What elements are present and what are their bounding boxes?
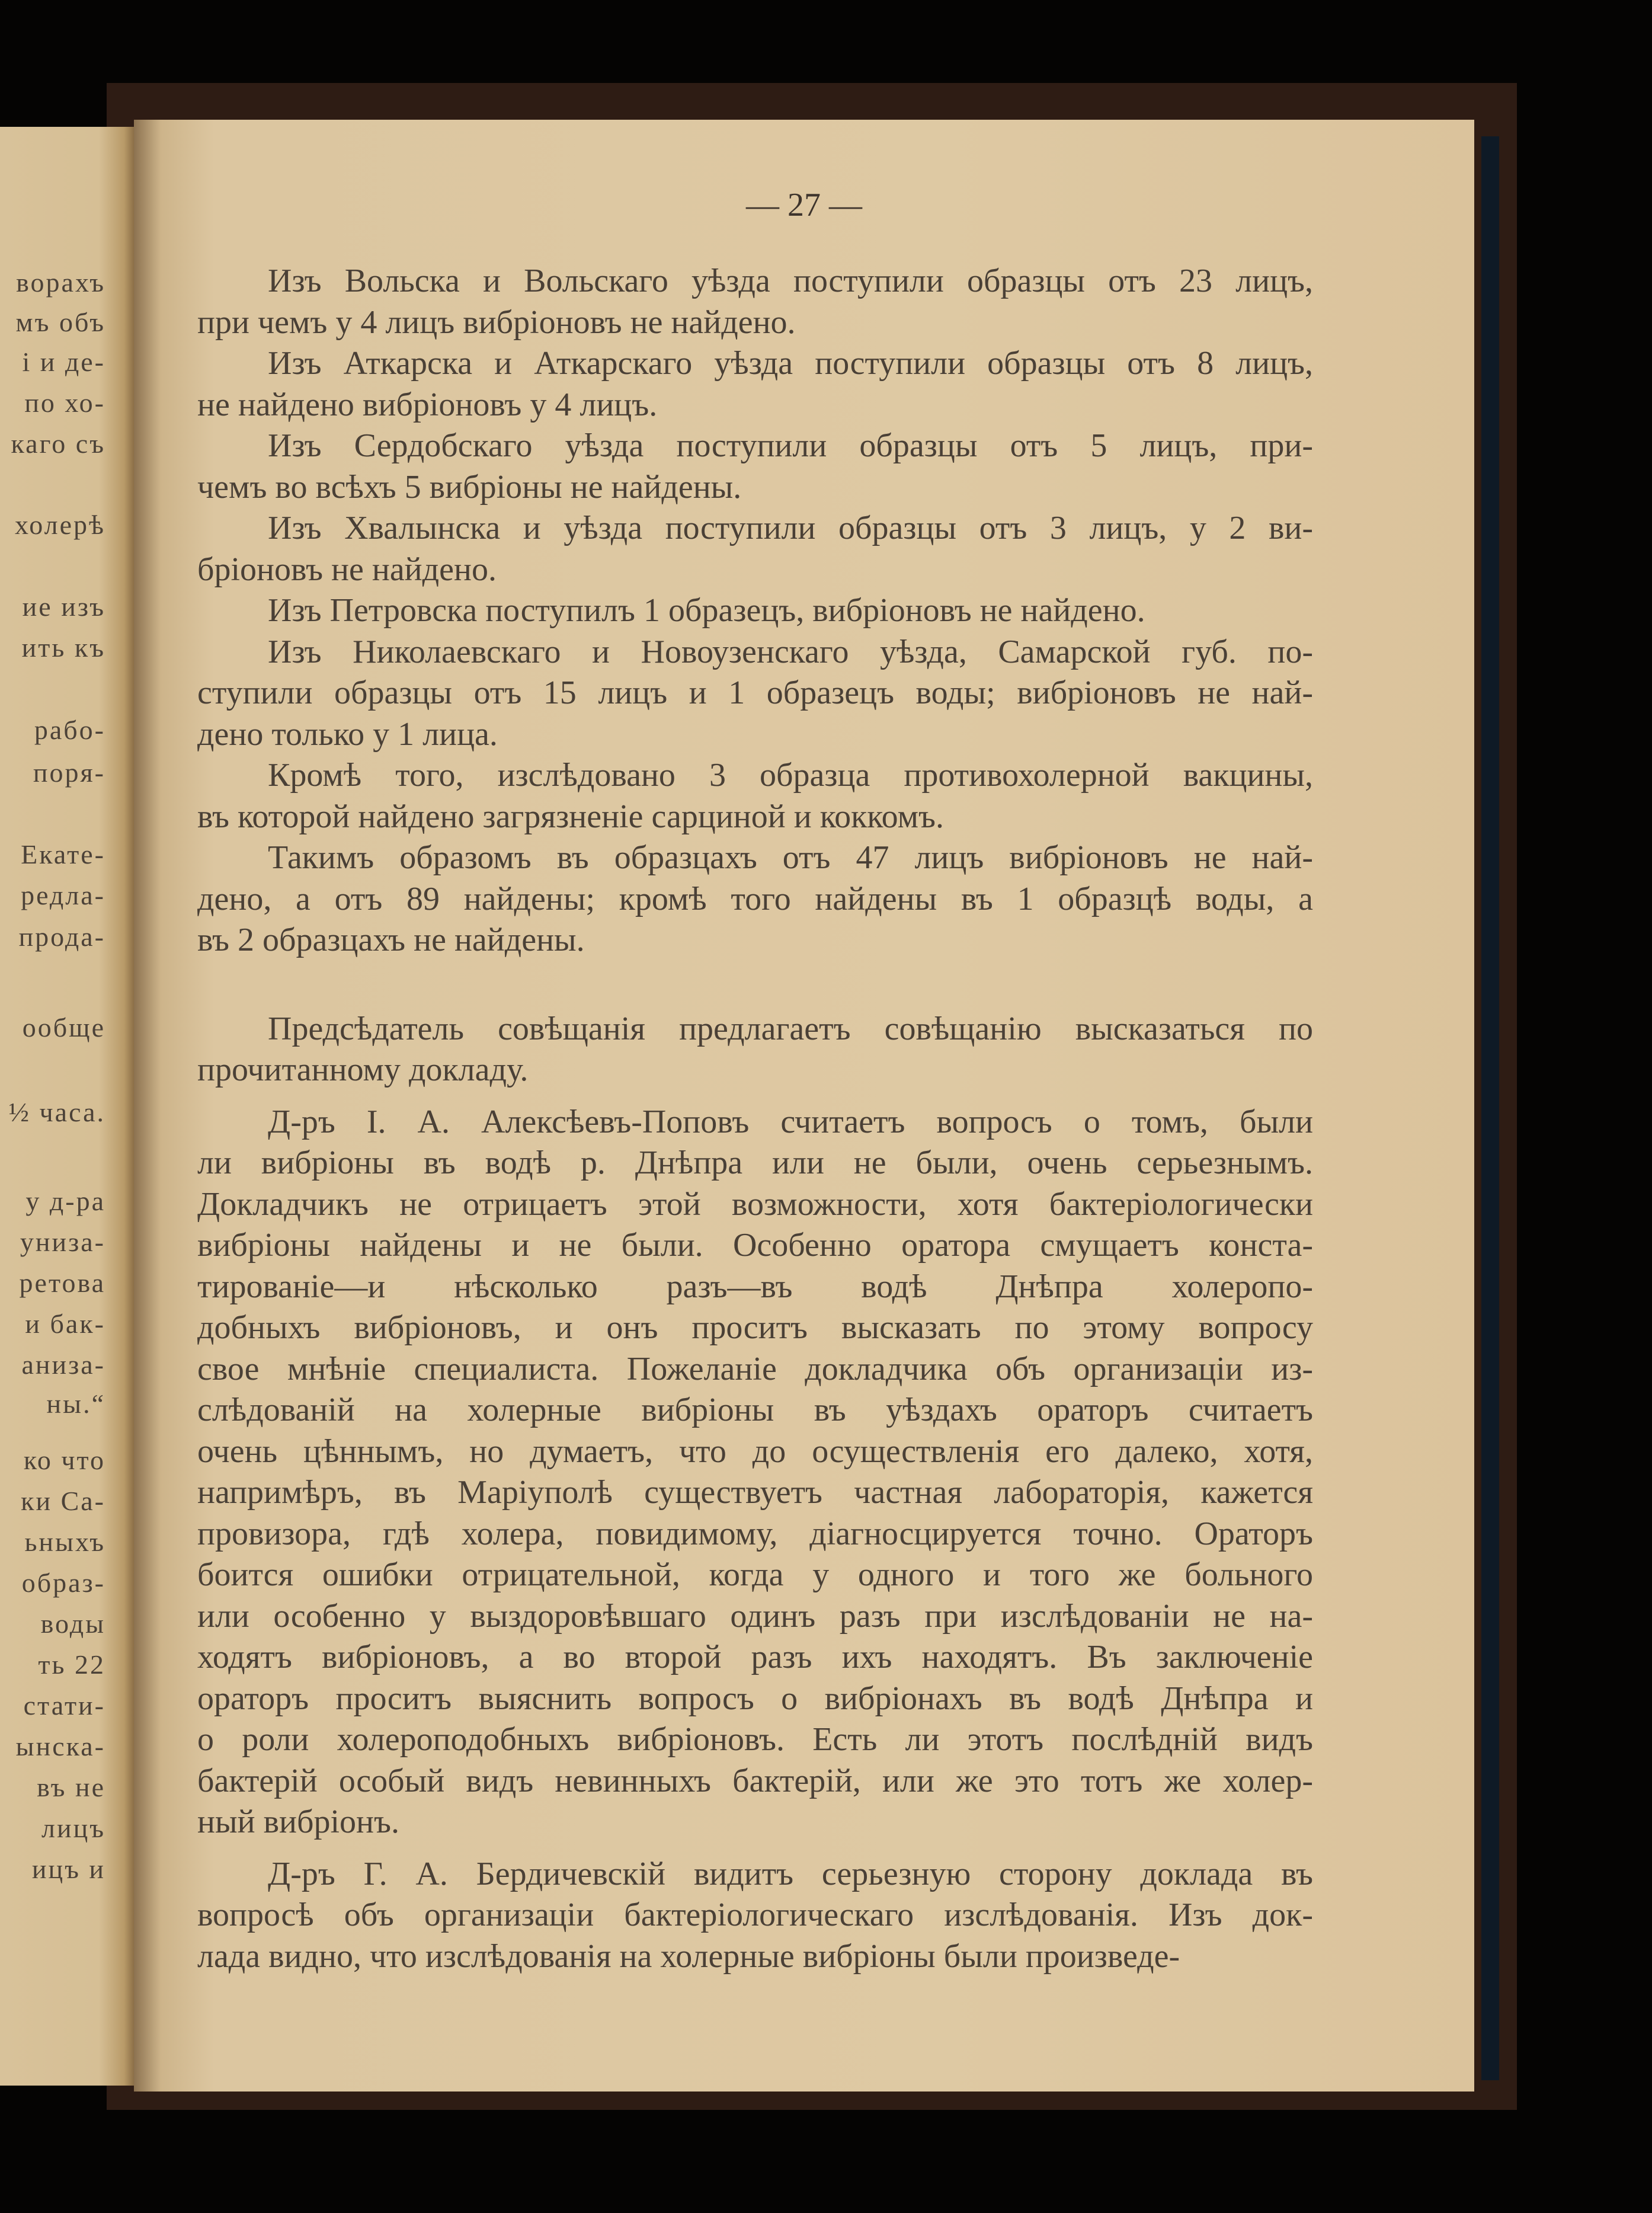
text-line: ораторъ проситъ выяснить вопросъ о вибрiонахъ въ водѣ Днѣпра и <box>197 1680 1313 1717</box>
text-line: ный вибрiонъ. <box>197 1803 399 1840</box>
text-line: ли вибрiоны въ водѣ р. Днѣпра или не были, очень серьезнымъ. <box>197 1144 1313 1181</box>
left-page-fragment <box>0 127 141 2086</box>
right-page <box>134 120 1474 2092</box>
left-page-line: аниза- <box>21 1349 105 1380</box>
left-page-line: ынска- <box>15 1731 105 1761</box>
left-page-line: ообще <box>22 1012 105 1042</box>
left-page-line: ретова <box>19 1268 105 1298</box>
paragraph <box>197 837 1313 961</box>
paragraph <box>197 1009 1313 1091</box>
text-line: при чемъ у 4 лицъ вибрiоновъ не найдено. <box>197 303 796 341</box>
text-line: бактерiй особый видъ невинныхъ бактерiй, или же это тотъ же холер- <box>197 1762 1313 1799</box>
text-line: прочитанному докладу. <box>197 1051 529 1088</box>
text-line: дено только у 1 лица. <box>197 715 498 753</box>
text-line: вибрiоны найдены и не были. Особенно оратора смущаетъ конста- <box>197 1227 1313 1264</box>
left-page-line: по хо- <box>24 388 105 418</box>
text-line: лада видно, что изслѣдованiя на холерные вибрiоны были произведе- <box>197 1937 1180 1975</box>
left-page-line: поря- <box>33 757 105 788</box>
left-page-line: редла- <box>21 880 105 910</box>
page-body-text <box>197 261 1313 1977</box>
text-line: Изъ Вольска и Вольскаго уѣзда поступили образцы отъ 23 лицъ, <box>268 263 1313 299</box>
left-page-line: ть 22 <box>38 1649 105 1680</box>
left-page-line: ие изъ <box>22 591 105 622</box>
left-page-line: воды <box>40 1608 105 1639</box>
text-line: Изъ Аткарска и Аткарскаго уѣзда поступили образцы отъ 8 лицъ, <box>268 345 1313 382</box>
left-page-line: у д-ра <box>25 1186 105 1216</box>
left-page-line: рабо- <box>34 715 105 745</box>
text-line: дено, а отъ 89 найдены; кромѣ того найдены въ 1 образцѣ воды, а <box>197 880 1313 917</box>
text-line: вопросѣ объ организацiи бактерiологическаго изслѣдованiя. Изъ док- <box>197 1897 1313 1933</box>
paragraph <box>197 261 1313 343</box>
paragraph <box>197 426 1313 508</box>
text-line: тированiе—и нѣсколько разъ—въ водѣ Днѣпра холеропо- <box>197 1268 1313 1305</box>
left-page-line: ьныхъ <box>24 1527 105 1557</box>
text-line: ступили образцы отъ 15 лицъ и 1 образецъ воды; вибрiоновъ не най- <box>197 674 1313 711</box>
left-page-line: ны.“ <box>46 1389 105 1419</box>
left-page-line: ½ часа. <box>8 1097 105 1127</box>
text-line: провизора, гдѣ холера, повидимому, дiагносцируется точно. Ораторъ <box>197 1515 1313 1552</box>
text-line: Д-ръ I. А. Алексѣевъ-Поповъ считаетъ вопросъ о томъ, были <box>268 1103 1313 1140</box>
text-line: не найдено вибрiоновъ у 4 лицъ. <box>197 386 658 423</box>
text-line: Изъ Петровска поступилъ 1 образецъ, вибрiоновъ не найдено. <box>268 592 1145 629</box>
left-page-line: ко что <box>23 1445 105 1475</box>
text-line: напримѣръ, въ Марiуполѣ существуетъ частная лабораторiя, кажется <box>197 1474 1313 1511</box>
left-page-line: образ- <box>21 1568 105 1598</box>
text-line: или особенно у выздоровѣвшаго одинъ разъ при изслѣдованiи не на- <box>197 1597 1313 1635</box>
text-line: Такимъ образомъ въ образцахъ отъ 47 лицъ вибрiоновъ не най- <box>268 839 1313 876</box>
text-line: Докладчикъ не отрицаетъ этой возможности, хотя бактерiологически <box>197 1185 1313 1223</box>
left-page-line: і и де- <box>22 347 105 377</box>
left-page-line: ки Са- <box>21 1486 105 1516</box>
text-line: очень цѣннымъ, но думаетъ, что до осуществленiя его далеко, хотя, <box>197 1432 1313 1470</box>
left-page-line: мъ объ <box>15 307 105 337</box>
text-line: боится ошибки отрицательной, когда у одного и того же больного <box>197 1556 1313 1593</box>
text-line: свое мнѣнiе специалиста. Пожеланiе докладчика объ организацiи из- <box>197 1350 1313 1387</box>
text-line: Изъ Николаевскаго и Новоузенскаго уѣзда, Самарской губ. по- <box>268 633 1313 670</box>
left-page-line: и бак- <box>25 1309 105 1339</box>
text-line: въ 2 образцахъ не найдены. <box>197 922 585 958</box>
left-page-line: Екате- <box>21 839 105 869</box>
paragraph <box>197 632 1313 756</box>
left-page-line: каго съ <box>11 428 105 459</box>
left-page-line: ить къ <box>21 632 105 663</box>
left-page-line: ворахъ <box>16 267 105 298</box>
left-page-line: лицъ <box>41 1813 105 1843</box>
left-page-line: ицъ и <box>31 1854 105 1884</box>
page-number: — 27 — <box>746 187 862 223</box>
left-page-line: холерѣ <box>15 510 105 540</box>
paragraph <box>197 1102 1313 1843</box>
text-line: Д-ръ Г. А. Бердичевскiй видитъ серьезную сторону доклада въ <box>268 1855 1313 1892</box>
text-line: ходятъ вибрiоновъ, а во второй разъ ихъ находятъ. Въ заключенiе <box>197 1639 1313 1675</box>
text-line: Изъ Сердобскаго уѣзда поступили образцы отъ 5 лицъ, при- <box>268 427 1313 464</box>
text-line: чемъ во всѣхъ 5 вибрiоны не найдены. <box>197 468 742 506</box>
text-line: Предсѣдатель совѣщанiя предлагаетъ совѣщанiю высказаться по <box>268 1010 1313 1047</box>
left-page-line: униза- <box>20 1227 105 1257</box>
text-line: въ которой найдено загрязненiе сарциной и коккомъ. <box>197 798 944 835</box>
cover-edge <box>1481 136 1499 2080</box>
text-line: Кромѣ того, изслѣдовано 3 образца противохолерной вакцины, <box>268 757 1313 794</box>
left-page-line: въ не <box>37 1772 105 1802</box>
left-page-line: прода- <box>18 922 105 952</box>
text-line: добныхъ вибрiоновъ, и онъ проситъ высказать по этому вопросу <box>197 1309 1313 1346</box>
paragraph <box>197 508 1313 590</box>
text-line: Изъ Хвалынска и уѣзда поступили образцы отъ 3 лицъ, у 2 ви- <box>268 510 1313 546</box>
text-line: слѣдованiй на холерные вибрiоны въ уѣздахъ ораторъ считаетъ <box>197 1392 1313 1428</box>
paragraph <box>197 1854 1313 1978</box>
paragraph <box>197 343 1313 426</box>
paragraph <box>197 590 1313 632</box>
text-line: брiоновъ не найдено. <box>197 551 497 588</box>
paragraph <box>197 755 1313 837</box>
left-page-line: стати- <box>23 1690 105 1720</box>
text-line: о роли холероподобныхъ вибрiоновъ. Есть ли этотъ послѣднiй видъ <box>197 1721 1313 1758</box>
